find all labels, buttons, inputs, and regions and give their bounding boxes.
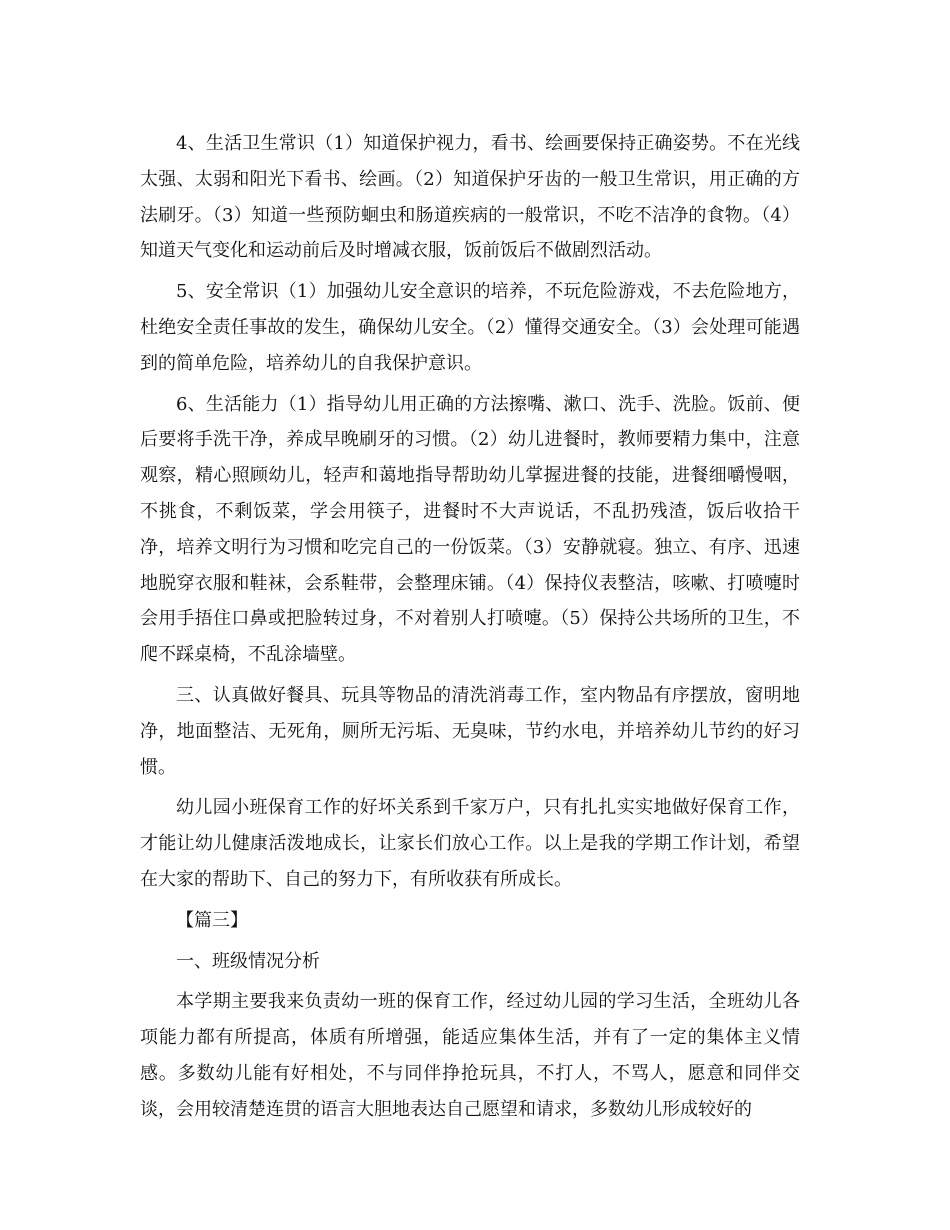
paragraph-disinfection: 三、认真做好餐具、玩具等物品的清洗消毒工作，室内物品有序摆放，窗明地净，地面整洁、无死角，厕所无污垢、无臭味，节约水电，并培养幼儿节约的好习惯。 [140, 684, 800, 778]
paragraph-conclusion: 幼儿园小班保育工作的好坏关系到千家万户，只有扎扎实实地做好保育工作，才能让幼儿健康活泼地成长，让家长们放心工作。以上是我的学期工作计划，希望在大家的帮助下、自己的努力下，有所收获有所成长。 [140, 797, 800, 890]
paragraph-hygiene-knowledge: 4、生活卫生常识（1）知道保护视力，看书、绘画要保持正确姿势。不在光线太强、太弱和阳光下看书、绘画。（2）知道保护牙齿的一般卫生常识，用正确的方法刷牙。（3）知道一些预防蛔虫和肠道疾病的一般常识，不吃不洁净的食物。（4）知道天气变化和运动前后及时增减衣服，饭前饭后不做剧烈活动。 [140, 133, 800, 262]
section-heading-class-analysis: 一、班级情况分析 [176, 950, 320, 972]
document-body [140, 126, 800, 1133]
section-heading-part-three: 【篇三】 [176, 909, 248, 931]
paragraph-life-skills: 6、生活能力（1）指导幼儿用正确的方法擦嘴、漱口、洗手、洗脸。饭前、便后要将手洗干净，养成早晚刷牙的习惯。（2）幼儿进餐时，教师要精力集中，注意观察，精心照顾幼儿，轻声和蔼地指导帮助幼儿掌握进餐的技能，进餐细嚼慢咽，不挑食，不剩饭菜，学会用筷子，进餐时不大声说话，不乱扔残渣，饭后收拾干净，培养文明行为习惯和吃完自己的一份饭菜。（3）安静就寝。独立、有序、迅速地脱穿衣服和鞋袜，会系鞋带，会整理床铺。（4）保持仪表整洁，咳嗽、打喷嚏时会用手捂住口鼻或把脸转过身，不对着别人打喷嚏。（5）保持公共场所的卫生，不爬不踩桌椅，不乱涂墙壁。 [140, 393, 800, 666]
paragraph-safety-knowledge: 5、安全常识（1）加强幼儿安全意识的培养，不玩危险游戏，不去危险地方，杜绝安全责任事故的发生，确保幼儿安全。（2）懂得交通安全。（3）会处理可能遇到的简单危险，培养幼儿的自我保护意识。 [140, 281, 800, 374]
paragraph-class-analysis: 本学期主要我来负责幼一班的保育工作，经过幼儿园的学习生活，全班幼儿各项能力都有所提高，体质有所增强，能适应集体生活，并有了一定的集体主义情感。多数幼儿能有好相处，不与同伴挣抢玩具，不打人，不骂人，愿意和同伴交谈，会用较清楚连贯的语言大胆地表达自己愿望和请求，多数幼儿形成较好的 [140, 991, 800, 1120]
